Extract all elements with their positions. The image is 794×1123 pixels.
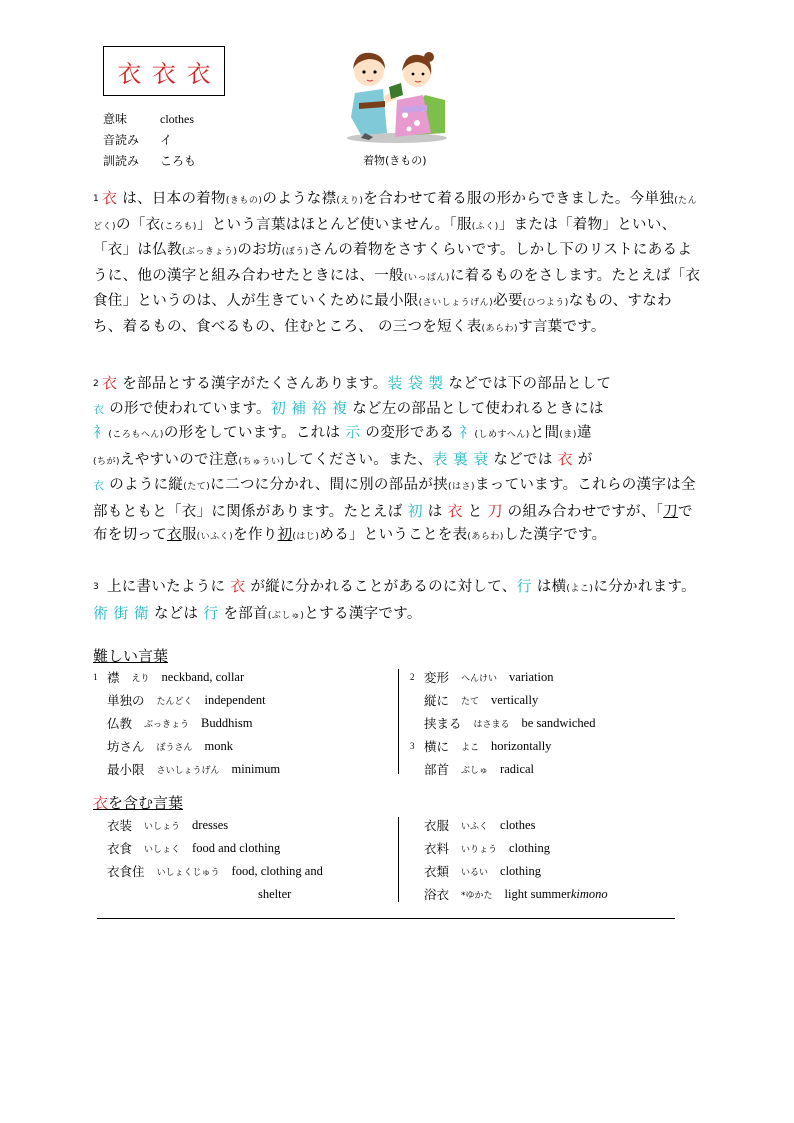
vocab-meaning: food, clothing and <box>231 864 323 878</box>
vocab-row <box>410 690 595 713</box>
text: める」ということを表 <box>319 527 468 543</box>
vocab-meaning: vertically <box>491 693 539 707</box>
text: に分かれます。 <box>593 579 696 595</box>
text: などは <box>149 605 204 622</box>
vocab-number: 3 <box>410 741 415 751</box>
ruby: (きもの) <box>225 196 263 206</box>
info-row-kun <box>103 151 196 172</box>
ruby: (ちゅうい) <box>238 456 285 467</box>
vocab-row <box>410 667 595 690</box>
vocab-number <box>410 690 424 713</box>
vocab-number <box>93 713 107 736</box>
vocab-row <box>107 815 323 838</box>
words-with-title <box>93 792 183 813</box>
info-row-on <box>103 130 196 151</box>
text: と <box>462 503 488 520</box>
column-divider <box>398 817 399 902</box>
paragraph-number: 1 <box>93 194 100 204</box>
difficult-words-right <box>410 667 595 782</box>
paragraph-3 <box>93 575 701 628</box>
text: とする漢字です。 <box>304 605 422 622</box>
text: 上に書いたように <box>102 579 231 595</box>
kanji-ref: 衣 <box>102 374 118 392</box>
ruby: (ぶしゅ) <box>267 610 305 621</box>
vocab-row <box>107 838 323 861</box>
vocab-row <box>93 690 280 713</box>
vocab-row <box>424 815 608 838</box>
underlined-kanji: 初 <box>277 527 293 543</box>
vocab-reading: いるい <box>461 868 489 878</box>
vocab-word: 横に <box>424 739 450 754</box>
vocab-reading: ぶしゅ <box>461 766 489 776</box>
text: は <box>422 503 448 520</box>
ruby: (いっぱん) <box>403 272 450 283</box>
text: のお坊 <box>237 242 282 258</box>
vocab-reading: たんどく <box>156 697 193 707</box>
vocab-number <box>93 759 107 782</box>
vocab-row <box>424 838 608 861</box>
vocab-meaning-italic: kimono <box>570 887 608 901</box>
text: の「衣 <box>116 216 161 233</box>
vocab-meaning: horizontally <box>491 739 552 753</box>
vocab-meaning: minimum <box>231 762 281 776</box>
vocab-meaning: Buddhism <box>201 716 253 730</box>
text: まっています。これらの漢字は全部もともと「衣」に関係があります。たとえば <box>93 477 696 520</box>
paragraph-1 <box>93 187 701 341</box>
info-value: ころも <box>160 154 197 168</box>
vocab-meaning: neckband, collar <box>161 670 245 684</box>
vocab-number <box>93 690 107 713</box>
vocab-word: 襟 <box>107 670 120 685</box>
text: に二つに分かれ、間に別の部品が挟 <box>210 477 448 493</box>
vocab-number: 2 <box>410 672 415 682</box>
ruby: (ころもへん) <box>108 430 164 440</box>
vocab-word: 仏教 <box>107 716 133 731</box>
vocab-word: 衣装 <box>107 818 133 833</box>
underlined-kanji: 衣 <box>167 527 182 543</box>
ruby: (ちが) <box>93 456 121 467</box>
vocab-word: 衣料 <box>424 841 450 856</box>
kanji-ref: 衣 <box>102 189 118 207</box>
text: 」という言葉はほとんど使いません。「服 <box>196 216 472 233</box>
vocab-reading: いしょう <box>144 822 181 832</box>
text: 服 <box>181 527 197 543</box>
vocab-meaning: light summer <box>504 887 571 901</box>
text: を合わせて着る服の形からできました。今単独 <box>363 191 675 207</box>
text: などでは下の部品として <box>443 376 612 392</box>
info-label: 音読み <box>103 133 140 147</box>
ruby: (たて) <box>183 482 211 492</box>
component-form: 衣 <box>93 479 105 492</box>
vocab-row <box>93 736 280 759</box>
ruby: (ひつよう) <box>522 298 569 308</box>
vocab-meaning: independent <box>204 693 266 707</box>
ruby: (えり) <box>336 196 364 206</box>
kanji-form-gothic: 衣 <box>151 59 176 88</box>
component-form: 礻 <box>459 423 475 441</box>
vocab-word: 単独の <box>107 693 145 708</box>
ruby: (ぼう) <box>281 247 309 257</box>
difficult-words-left <box>93 667 280 782</box>
text: さんの着物をさすくらいです。しかし下のリストにあるように、他の漢字と組み合わせたときには、一般 <box>93 242 693 284</box>
vocab-row <box>93 759 280 782</box>
vocab-row <box>410 713 595 736</box>
vocab-word: 挟まる <box>424 716 462 731</box>
title-kanji: 衣 <box>93 794 109 812</box>
vocab-meaning-cont: shelter <box>258 887 292 901</box>
words-with-right <box>424 815 608 907</box>
vocab-word: 縦に <box>424 693 450 708</box>
vocab-word: 最小限 <box>107 762 145 777</box>
vocab-reading: いしょく <box>144 845 181 855</box>
ruby: (ころも) <box>160 221 197 232</box>
kanji-ref: 初 <box>407 501 423 520</box>
ruby: (あらわ) <box>467 532 504 542</box>
vocab-reading: ぼうさん <box>156 743 193 753</box>
vocab-word: 衣服 <box>424 818 450 833</box>
vocab-row <box>424 884 608 907</box>
text: 違 <box>576 425 592 441</box>
vocab-reading: たて <box>461 697 480 707</box>
info-value: clothes <box>160 112 194 126</box>
ruby: (よこ) <box>566 584 594 594</box>
vocab-meaning: monk <box>204 739 234 753</box>
vocab-reading: えり <box>131 674 150 684</box>
text: す言葉です。 <box>518 318 606 335</box>
kanji-ref: 初 補 裕 複 <box>270 398 348 417</box>
ruby: (ぶっきょう) <box>181 247 238 257</box>
title-text: を含む言葉 <box>108 794 184 812</box>
ruby: (はさ) <box>447 482 475 492</box>
text: なもの、すなわち、着るもの、食べるもの、住むところ、 の三つを短く表 <box>93 293 672 335</box>
vocab-row <box>410 759 595 782</box>
text: の組み合わせですが、「 <box>502 503 664 520</box>
vocab-word: 坊さん <box>107 739 145 754</box>
vocab-reading: いしょくじゅう <box>156 868 220 878</box>
text: に着るものをさします。たとえば「衣食住」というのは、人が生きていくために最小限 <box>93 267 701 309</box>
text: などでは <box>488 451 558 468</box>
info-value: イ <box>160 133 173 147</box>
vocab-reading: *ゆかた <box>461 891 493 901</box>
kanji-ref: 術 街 衛 <box>93 603 150 622</box>
ruby: (あらわ) <box>481 323 519 334</box>
ruby: (たんどく) <box>93 196 698 232</box>
component-form: 衤 <box>93 423 109 441</box>
info-row-meaning <box>103 109 196 130</box>
text: の変形である <box>360 425 460 441</box>
ruby: (はじ) <box>292 532 320 542</box>
vocab-row <box>107 884 323 905</box>
vocab-row <box>107 861 323 884</box>
component-form: 衣 <box>93 402 105 416</box>
vocab-reading: さいしょうげん <box>156 766 220 776</box>
kimono-children-illustration <box>345 45 450 145</box>
text: は横 <box>531 579 567 595</box>
ruby: (さいしょうげん) <box>418 298 494 308</box>
vocab-word: 浴衣 <box>424 887 450 902</box>
text: など左の部品として使われるときには <box>347 400 604 417</box>
kanji-ref: 示 <box>345 423 361 441</box>
vocab-number: 1 <box>93 672 98 682</box>
vocab-word: 部首 <box>424 762 450 777</box>
text: してください。また、 <box>284 451 433 468</box>
vocab-meaning: be sandwiched <box>521 716 596 730</box>
words-with-left <box>107 815 323 905</box>
vocab-meaning: variation <box>509 670 554 684</box>
vocab-word: 衣類 <box>424 864 450 879</box>
difficult-words-title: 難しい言葉 <box>93 647 169 665</box>
text: を部首 <box>218 605 268 622</box>
kanji-ref: 衣 <box>557 449 573 468</box>
text: が縦に分かれることがあるのに対して、 <box>245 579 517 595</box>
paragraph-number: 2 <box>93 379 100 389</box>
vocab-meaning: clothing <box>500 864 541 878</box>
kanji-ref: 表 裏 衰 <box>432 449 489 468</box>
vocab-reading: いふく <box>461 822 489 832</box>
vocab-reading: はさまる <box>473 720 510 730</box>
text: のような襟 <box>262 191 337 207</box>
vocab-meaning: clothing <box>509 841 550 855</box>
illustration-caption: 着物(きもの) <box>363 154 427 167</box>
vocab-word: 衣食住 <box>107 864 145 879</box>
text: が <box>572 451 593 468</box>
kanji-ref: 衣 <box>230 577 246 595</box>
text: の形で使われています。 <box>104 400 271 417</box>
paragraph-2 <box>93 372 701 550</box>
vocab-row <box>410 736 595 759</box>
text: で布を切って <box>93 503 693 543</box>
kanji-info <box>103 109 196 172</box>
vocab-word: 衣食 <box>107 841 133 856</box>
vocab-meaning: dresses <box>192 818 229 832</box>
vocab-reading: いりょう <box>461 845 498 855</box>
kanji-ref: 衣 <box>447 501 463 520</box>
text: と間 <box>529 425 560 441</box>
underlined-kanji: 刀 <box>663 503 679 520</box>
vocab-number <box>410 713 424 736</box>
text: えやすいので注意 <box>120 451 239 468</box>
vocab-meaning: food and clothing <box>192 841 281 855</box>
vocab-number <box>410 759 424 782</box>
kanji-ref: 行 <box>203 603 219 622</box>
paragraph-number: 3 <box>93 582 100 592</box>
kanji-ref: 刀 <box>487 501 503 520</box>
vocab-meaning: clothes <box>500 818 536 832</box>
text: の形をしています。これは <box>163 425 346 441</box>
vocab-reading: よこ <box>461 743 480 753</box>
vocab-reading: へんけい <box>461 674 498 684</box>
kanji-form-serif: 衣 <box>117 59 142 88</box>
column-divider <box>398 669 399 774</box>
info-label: 訓読み <box>103 154 140 168</box>
text: を作り <box>233 527 278 543</box>
vocab-row <box>93 713 280 736</box>
kanji-forms-box <box>103 46 225 96</box>
text: は、日本の着物 <box>117 191 226 207</box>
ruby: (しめすへん) <box>474 430 530 440</box>
vocab-word: 変形 <box>424 670 450 685</box>
kanji-ref: 行 <box>516 577 532 595</box>
ruby: (ま) <box>559 430 577 440</box>
vocab-meaning: radical <box>500 762 535 776</box>
vocab-row <box>93 667 280 690</box>
kanji-ref: 装 袋 製 <box>387 374 444 392</box>
text: した漢字です。 <box>503 527 607 543</box>
vocab-reading: ぶっきょう <box>144 720 190 730</box>
vocab-number <box>93 736 107 759</box>
text: のように縦 <box>104 477 184 493</box>
text: 必要 <box>493 293 523 309</box>
text: を部品とする漢字がたくさんあります。 <box>117 376 388 392</box>
vocab-row <box>424 861 608 884</box>
kanji-form-brush: 衣 <box>186 59 211 88</box>
bottom-rule <box>97 918 675 919</box>
text: 」または「着物」といい、「衣」は仏教 <box>93 216 677 258</box>
ruby: (ふく) <box>471 221 499 232</box>
ruby: (いふく) <box>196 532 234 542</box>
info-label: 意味 <box>103 112 128 126</box>
